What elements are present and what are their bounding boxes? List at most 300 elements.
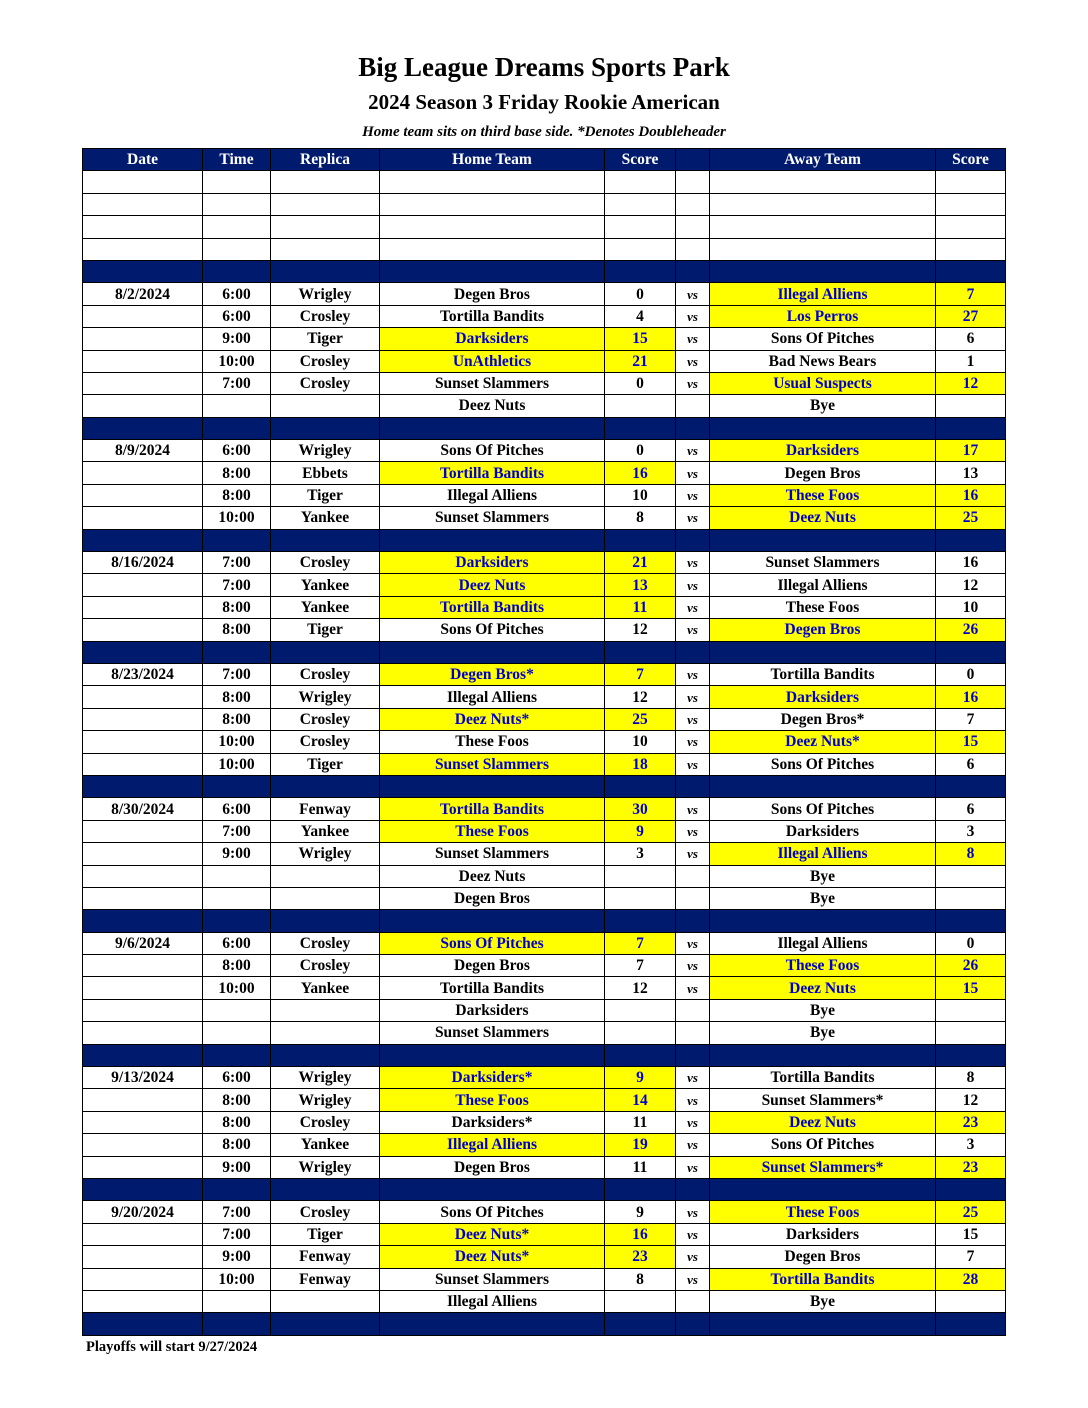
cell-away-team: Darksiders (710, 1223, 936, 1245)
game-row (83, 731, 1006, 753)
cell-time (203, 1290, 271, 1312)
separator-cell (380, 775, 605, 797)
cell-time: 6:00 (203, 283, 271, 305)
cell-away-score: 12 (936, 1089, 1006, 1111)
cell-home-score: 0 (605, 372, 676, 394)
cell-date: 8/30/2024 (83, 798, 203, 820)
cell-away-team: Degen Bros (710, 619, 936, 641)
col-header-date: Date (83, 149, 203, 171)
cell-away-score: 7 (936, 1246, 1006, 1268)
cell-home-team: Sunset Slammers (380, 1268, 605, 1290)
cell-date (83, 1290, 203, 1312)
cell-vs: vs (676, 619, 710, 641)
blank-row (83, 216, 1006, 238)
cell-home-team: Deez Nuts (380, 865, 605, 887)
cell-replica: Wrigley (271, 686, 380, 708)
blank-cell (676, 216, 710, 238)
blank-cell (936, 238, 1006, 260)
game-row (83, 440, 1006, 462)
col-header-home-team: Home Team (380, 149, 605, 171)
blank-cell (83, 171, 203, 193)
cell-time: 7:00 (203, 663, 271, 685)
cell-home-score: 9 (605, 820, 676, 842)
cell-home-team: Degen Bros* (380, 663, 605, 685)
cell-away-score: 25 (936, 507, 1006, 529)
cell-away-team: These Foos (710, 1201, 936, 1223)
blank-cell (380, 193, 605, 215)
cell-date (83, 999, 203, 1021)
cell-home-score (605, 999, 676, 1021)
separator-row (83, 775, 1006, 797)
cell-date (83, 1134, 203, 1156)
cell-vs (676, 999, 710, 1021)
separator-cell (605, 1044, 676, 1066)
cell-home-score: 21 (605, 552, 676, 574)
separator-cell (676, 1044, 710, 1066)
game-row (83, 708, 1006, 730)
cell-home-team: Tortilla Bandits (380, 596, 605, 618)
col-header-time: Time (203, 149, 271, 171)
separator-row (83, 910, 1006, 932)
cell-vs: vs (676, 843, 710, 865)
cell-time: 7:00 (203, 552, 271, 574)
cell-away-score: 0 (936, 663, 1006, 685)
cell-replica: Yankee (271, 574, 380, 596)
separator-cell (605, 260, 676, 282)
cell-home-team: Degen Bros (380, 887, 605, 909)
cell-time: 6:00 (203, 440, 271, 462)
cell-time: 8:00 (203, 708, 271, 730)
cell-away-score (936, 1022, 1006, 1044)
cell-away-team: Tortilla Bandits (710, 663, 936, 685)
separator-cell (271, 529, 380, 551)
cell-home-team: Sons Of Pitches (380, 932, 605, 954)
separator-row (83, 1178, 1006, 1200)
cell-date (83, 977, 203, 999)
cell-vs: vs (676, 1111, 710, 1133)
cell-time: 8:00 (203, 1111, 271, 1133)
cell-away-score: 28 (936, 1268, 1006, 1290)
cell-away-score: 13 (936, 462, 1006, 484)
cell-away-score: 12 (936, 574, 1006, 596)
cell-date: 9/20/2024 (83, 1201, 203, 1223)
cell-home-team: Degen Bros (380, 1156, 605, 1178)
separator-cell (83, 260, 203, 282)
cell-time: 8:00 (203, 955, 271, 977)
cell-vs: vs (676, 484, 710, 506)
cell-home-score: 3 (605, 843, 676, 865)
separator-cell (203, 529, 271, 551)
cell-vs: vs (676, 350, 710, 372)
cell-home-team: Darksiders (380, 552, 605, 574)
game-row (83, 977, 1006, 999)
blank-cell (203, 193, 271, 215)
game-row (83, 1089, 1006, 1111)
cell-home-score: 16 (605, 462, 676, 484)
header-row (83, 149, 1006, 171)
cell-vs: vs (676, 1268, 710, 1290)
cell-vs: vs (676, 820, 710, 842)
cell-away-score: 12 (936, 372, 1006, 394)
cell-date (83, 507, 203, 529)
cell-replica: Wrigley (271, 1067, 380, 1089)
cell-away-team: Degen Bros (710, 1246, 936, 1268)
blank-cell (83, 193, 203, 215)
cell-time: 8:00 (203, 462, 271, 484)
blank-cell (710, 238, 936, 260)
cell-replica (271, 1290, 380, 1312)
playoffs-note: Playoffs will start 9/27/2024 (86, 1339, 258, 1355)
game-row (83, 484, 1006, 506)
cell-date (83, 820, 203, 842)
blank-cell (605, 171, 676, 193)
cell-home-team: Degen Bros (380, 955, 605, 977)
separator-cell (83, 417, 203, 439)
separator-row (83, 1044, 1006, 1066)
cell-replica: Crosley (271, 955, 380, 977)
cell-replica: Crosley (271, 708, 380, 730)
cell-replica: Wrigley (271, 843, 380, 865)
cell-replica (271, 395, 380, 417)
separator-cell (380, 1178, 605, 1200)
cell-away-team: Bye (710, 887, 936, 909)
cell-away-score: 10 (936, 596, 1006, 618)
cell-time: 7:00 (203, 372, 271, 394)
blank-cell (710, 216, 936, 238)
cell-home-team: Sunset Slammers (380, 1022, 605, 1044)
cell-time: 6:00 (203, 932, 271, 954)
cell-replica (271, 999, 380, 1021)
cell-date (83, 305, 203, 327)
blank-cell (936, 171, 1006, 193)
cell-home-team: Darksiders* (380, 1067, 605, 1089)
cell-vs: vs (676, 1156, 710, 1178)
cell-date (83, 395, 203, 417)
cell-vs: vs (676, 1246, 710, 1268)
cell-home-score: 8 (605, 507, 676, 529)
cell-vs: vs (676, 283, 710, 305)
cell-away-score: 15 (936, 731, 1006, 753)
separator-cell (605, 1178, 676, 1200)
game-row (83, 865, 1006, 887)
game-row (83, 1111, 1006, 1133)
separator-cell (605, 910, 676, 932)
cell-home-score (605, 1022, 676, 1044)
cell-replica: Yankee (271, 1134, 380, 1156)
separator-cell (380, 1313, 605, 1335)
game-row (83, 372, 1006, 394)
blank-cell (271, 216, 380, 238)
separator-cell (710, 1313, 936, 1335)
game-row (83, 350, 1006, 372)
cell-replica: Wrigley (271, 440, 380, 462)
cell-home-score: 21 (605, 350, 676, 372)
cell-time: 6:00 (203, 1067, 271, 1089)
cell-away-team: Sons Of Pitches (710, 753, 936, 775)
cell-home-score: 16 (605, 1223, 676, 1245)
cell-away-team: Illegal Alliens (710, 283, 936, 305)
cell-away-score: 8 (936, 1067, 1006, 1089)
cell-date (83, 484, 203, 506)
cell-replica: Crosley (271, 552, 380, 574)
separator-cell (710, 775, 936, 797)
cell-time (203, 865, 271, 887)
cell-time (203, 999, 271, 1021)
blank-row (83, 193, 1006, 215)
cell-away-score: 16 (936, 686, 1006, 708)
separator-cell (676, 529, 710, 551)
cell-away-team: Degen Bros (710, 462, 936, 484)
cell-vs: vs (676, 1201, 710, 1223)
separator-cell (203, 1178, 271, 1200)
cell-home-score: 7 (605, 955, 676, 977)
cell-away-team: Usual Suspects (710, 372, 936, 394)
separator-cell (676, 417, 710, 439)
cell-home-team: Darksiders* (380, 1111, 605, 1133)
cell-home-team: Deez Nuts* (380, 708, 605, 730)
separator-cell (605, 417, 676, 439)
cell-vs: vs (676, 1089, 710, 1111)
cell-away-team: Sunset Slammers (710, 552, 936, 574)
cell-home-score: 0 (605, 440, 676, 462)
cell-away-team: Illegal Alliens (710, 932, 936, 954)
cell-time: 8:00 (203, 1089, 271, 1111)
cell-home-team: Deez Nuts (380, 395, 605, 417)
separator-cell (710, 417, 936, 439)
separator-cell (936, 1178, 1006, 1200)
cell-vs: vs (676, 552, 710, 574)
game-row (83, 887, 1006, 909)
cell-away-team: Illegal Alliens (710, 843, 936, 865)
game-row (83, 1067, 1006, 1089)
blank-cell (83, 216, 203, 238)
cell-replica: Yankee (271, 596, 380, 618)
separator-cell (605, 1313, 676, 1335)
cell-home-team: Tortilla Bandits (380, 305, 605, 327)
cell-away-score: 0 (936, 932, 1006, 954)
cell-date (83, 574, 203, 596)
cell-time: 8:00 (203, 484, 271, 506)
separator-cell (676, 641, 710, 663)
cell-replica: Tiger (271, 328, 380, 350)
cell-away-team: Sons Of Pitches (710, 1134, 936, 1156)
cell-away-team: Illegal Alliens (710, 574, 936, 596)
col-header-home-score: Score (605, 149, 676, 171)
cell-time: 8:00 (203, 596, 271, 618)
col-header-replica: Replica (271, 149, 380, 171)
cell-replica (271, 865, 380, 887)
cell-replica: Crosley (271, 663, 380, 685)
cell-home-score: 11 (605, 1111, 676, 1133)
schedule-table (82, 148, 1006, 1336)
separator-cell (605, 641, 676, 663)
cell-date (83, 865, 203, 887)
separator-cell (83, 529, 203, 551)
cell-away-team: Sunset Slammers* (710, 1089, 936, 1111)
cell-away-team: Degen Bros* (710, 708, 936, 730)
cell-home-score: 9 (605, 1067, 676, 1089)
cell-date (83, 1089, 203, 1111)
game-row (83, 305, 1006, 327)
game-row (83, 1290, 1006, 1312)
separator-row (83, 1313, 1006, 1335)
cell-home-team: Illegal Alliens (380, 1290, 605, 1312)
blank-cell (936, 216, 1006, 238)
separator-cell (83, 1178, 203, 1200)
cell-home-team: Illegal Alliens (380, 686, 605, 708)
blank-cell (676, 193, 710, 215)
cell-vs (676, 865, 710, 887)
game-row (83, 686, 1006, 708)
separator-cell (83, 641, 203, 663)
cell-home-team: Tortilla Bandits (380, 977, 605, 999)
cell-home-score: 7 (605, 932, 676, 954)
cell-vs: vs (676, 462, 710, 484)
cell-away-team: Tortilla Bandits (710, 1067, 936, 1089)
cell-home-score: 30 (605, 798, 676, 820)
cell-time: 7:00 (203, 1201, 271, 1223)
cell-away-team: Bye (710, 1290, 936, 1312)
separator-row (83, 641, 1006, 663)
cell-away-score: 6 (936, 753, 1006, 775)
cell-time: 10:00 (203, 731, 271, 753)
cell-vs: vs (676, 1067, 710, 1089)
cell-away-score: 3 (936, 820, 1006, 842)
cell-away-score (936, 395, 1006, 417)
cell-home-team: Darksiders (380, 328, 605, 350)
cell-time: 8:00 (203, 619, 271, 641)
cell-time: 8:00 (203, 686, 271, 708)
cell-home-score: 23 (605, 1246, 676, 1268)
cell-vs: vs (676, 328, 710, 350)
cell-home-team: Sunset Slammers (380, 753, 605, 775)
cell-vs: vs (676, 798, 710, 820)
cell-vs (676, 1290, 710, 1312)
separator-cell (710, 910, 936, 932)
cell-away-score: 23 (936, 1111, 1006, 1133)
cell-vs (676, 1022, 710, 1044)
game-row (83, 663, 1006, 685)
cell-vs: vs (676, 507, 710, 529)
cell-date (83, 1223, 203, 1245)
separator-cell (936, 1044, 1006, 1066)
blank-cell (203, 238, 271, 260)
cell-home-score: 12 (605, 977, 676, 999)
cell-time: 9:00 (203, 843, 271, 865)
cell-vs: vs (676, 305, 710, 327)
cell-replica: Wrigley (271, 1156, 380, 1178)
cell-vs (676, 395, 710, 417)
cell-date: 8/2/2024 (83, 283, 203, 305)
cell-time: 7:00 (203, 1223, 271, 1245)
cell-replica: Crosley (271, 932, 380, 954)
blank-cell (271, 193, 380, 215)
page-subtitle: 2024 Season 3 Friday Rookie American (368, 90, 720, 114)
cell-away-team: Los Perros (710, 305, 936, 327)
cell-vs: vs (676, 596, 710, 618)
separator-cell (271, 641, 380, 663)
cell-date: 9/6/2024 (83, 932, 203, 954)
cell-vs: vs (676, 663, 710, 685)
cell-replica: Crosley (271, 372, 380, 394)
cell-home-score: 7 (605, 663, 676, 685)
cell-replica: Crosley (271, 731, 380, 753)
cell-home-score: 4 (605, 305, 676, 327)
cell-vs: vs (676, 932, 710, 954)
cell-away-score: 1 (936, 350, 1006, 372)
cell-date (83, 1022, 203, 1044)
separator-cell (710, 641, 936, 663)
cell-away-score (936, 865, 1006, 887)
col-header-away-team: Away Team (710, 149, 936, 171)
cell-away-score: 8 (936, 843, 1006, 865)
cell-replica: Ebbets (271, 462, 380, 484)
separator-cell (83, 1044, 203, 1066)
cell-date (83, 1268, 203, 1290)
cell-away-score: 26 (936, 955, 1006, 977)
separator-cell (380, 910, 605, 932)
cell-away-score: 7 (936, 283, 1006, 305)
cell-home-team: These Foos (380, 731, 605, 753)
cell-home-score (605, 1290, 676, 1312)
cell-away-score (936, 999, 1006, 1021)
cell-replica: Crosley (271, 1111, 380, 1133)
cell-away-team: Sunset Slammers* (710, 1156, 936, 1178)
separator-cell (710, 529, 936, 551)
separator-cell (676, 260, 710, 282)
cell-date (83, 708, 203, 730)
cell-home-team: Darksiders (380, 999, 605, 1021)
game-row (83, 820, 1006, 842)
separator-cell (271, 775, 380, 797)
cell-date: 9/13/2024 (83, 1067, 203, 1089)
cell-date (83, 1156, 203, 1178)
cell-date (83, 372, 203, 394)
blank-cell (203, 171, 271, 193)
cell-away-score: 16 (936, 484, 1006, 506)
cell-home-score: 11 (605, 596, 676, 618)
cell-away-score: 6 (936, 328, 1006, 350)
cell-home-team: Illegal Alliens (380, 1134, 605, 1156)
cell-vs: vs (676, 753, 710, 775)
cell-home-score: 12 (605, 619, 676, 641)
cell-home-team: Sunset Slammers (380, 507, 605, 529)
game-row (83, 1201, 1006, 1223)
blank-cell (676, 171, 710, 193)
cell-home-score: 10 (605, 731, 676, 753)
separator-cell (936, 260, 1006, 282)
game-row (83, 999, 1006, 1021)
cell-home-team: Sons Of Pitches (380, 1201, 605, 1223)
separator-cell (83, 775, 203, 797)
cell-date (83, 686, 203, 708)
cell-away-score: 15 (936, 1223, 1006, 1245)
game-row (83, 552, 1006, 574)
separator-cell (676, 910, 710, 932)
separator-cell (271, 1313, 380, 1335)
cell-vs: vs (676, 708, 710, 730)
separator-cell (380, 260, 605, 282)
cell-home-score: 10 (605, 484, 676, 506)
game-row (83, 619, 1006, 641)
cell-away-score: 23 (936, 1156, 1006, 1178)
cell-away-score (936, 887, 1006, 909)
cell-replica: Wrigley (271, 1089, 380, 1111)
blank-cell (605, 193, 676, 215)
separator-cell (380, 529, 605, 551)
blank-row (83, 238, 1006, 260)
separator-cell (271, 1178, 380, 1200)
